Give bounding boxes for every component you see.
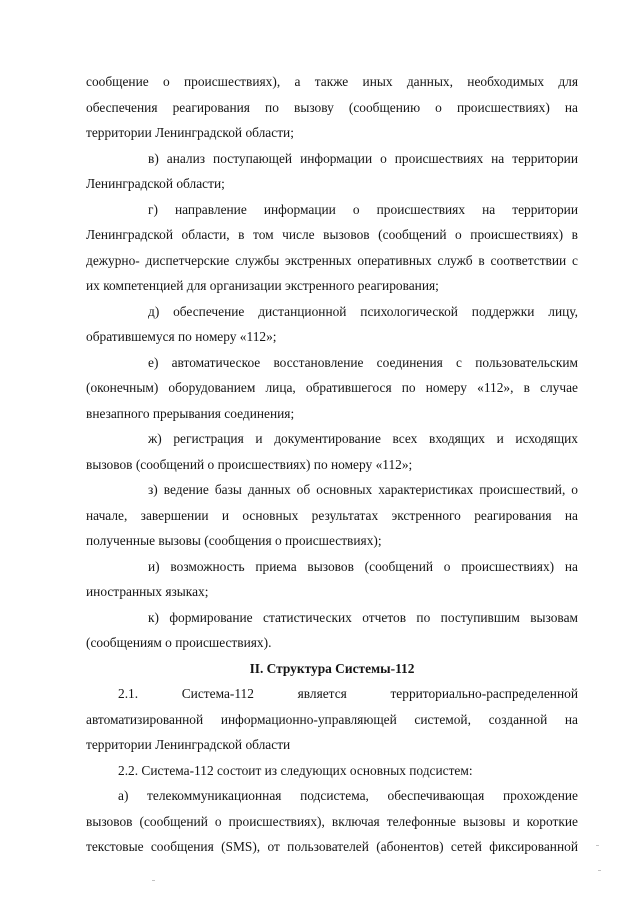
text-line: вызовов (сообщений о происшествиях), включая телефонные вызовы и короткие: [86, 814, 578, 829]
text-line: автоматизированной информационно-управляющей системой, созданной на: [86, 712, 578, 727]
paragraph-2-1: 2.1. Система-112 является территориально-распределенной: [118, 686, 578, 701]
list-item-k: к) формирование статистических отчетов по поступившим вызовам: [148, 610, 578, 625]
list-item-a: а) телекоммуникационная подсистема, обеспечивающая прохождение: [118, 788, 578, 803]
text-line: дежурно- диспетчерские службы экстренных оперативных служб в соответствии с: [86, 253, 578, 268]
text-line: их компетенцией для организации экстренного реагирования;: [86, 278, 439, 293]
list-item-e: е) автоматическое восстановление соединения с пользовательским: [148, 355, 578, 370]
scan-speck: [598, 870, 601, 871]
text-line: полученные вызовы (сообщения о происшествиях);: [86, 533, 382, 548]
list-item-zh: ж) регистрация и документирование всех входящих и исходящих: [148, 431, 578, 446]
text-line: обеспечения реагирования по вызову (сообщению о происшествиях) на: [86, 100, 578, 115]
text-line: сообщение о происшествиях), а также иных данных, необходимых для: [86, 74, 578, 89]
list-item-d: д) обеспечение дистанционной психологической поддержки лицу,: [148, 304, 578, 319]
list-item-i: и) возможность приема вызовов (сообщений о происшествиях) на: [148, 559, 578, 574]
text-line: (сообщениям о происшествиях).: [86, 635, 272, 650]
list-item-z: з) ведение базы данных об основных характеристиках происшествий, о: [148, 482, 578, 497]
text-line: Ленинградской области, в том числе вызовов (сообщений о происшествиях) в: [86, 227, 578, 242]
text-line: иностранных языках;: [86, 584, 209, 599]
text-line: обратившемуся по номеру «112»;: [86, 329, 277, 344]
scan-speck: [152, 880, 155, 881]
text-line: внезапного прерывания соединения;: [86, 406, 295, 421]
text-line: Ленинградской области;: [86, 176, 225, 191]
text-line: вызовов (сообщений о происшествиях) по номеру «112»;: [86, 457, 413, 472]
text-line: (оконечным) оборудованием лица, обратившегося по номеру «112», в случае: [86, 380, 578, 395]
paragraph-2-2: 2.2. Система-112 состоит из следующих основных подсистем:: [118, 763, 473, 778]
text-line: территории Ленинградской области;: [86, 125, 294, 140]
text-line: начале, завершении и основных результатах экстренного реагирования на: [86, 508, 578, 523]
list-item-g: г) направление информации о происшествиях на территории: [148, 202, 578, 217]
list-item-v: в) анализ поступающей информации о происшествиях на территории: [148, 151, 578, 166]
scan-speck: [596, 845, 599, 846]
text-line: текстовые сообщения (SMS), от пользователей (абонентов) сетей фиксированной: [86, 839, 578, 854]
text-line: территории Ленинградской области: [86, 737, 291, 752]
section-heading: II. Структура Системы-112: [249, 661, 415, 676]
